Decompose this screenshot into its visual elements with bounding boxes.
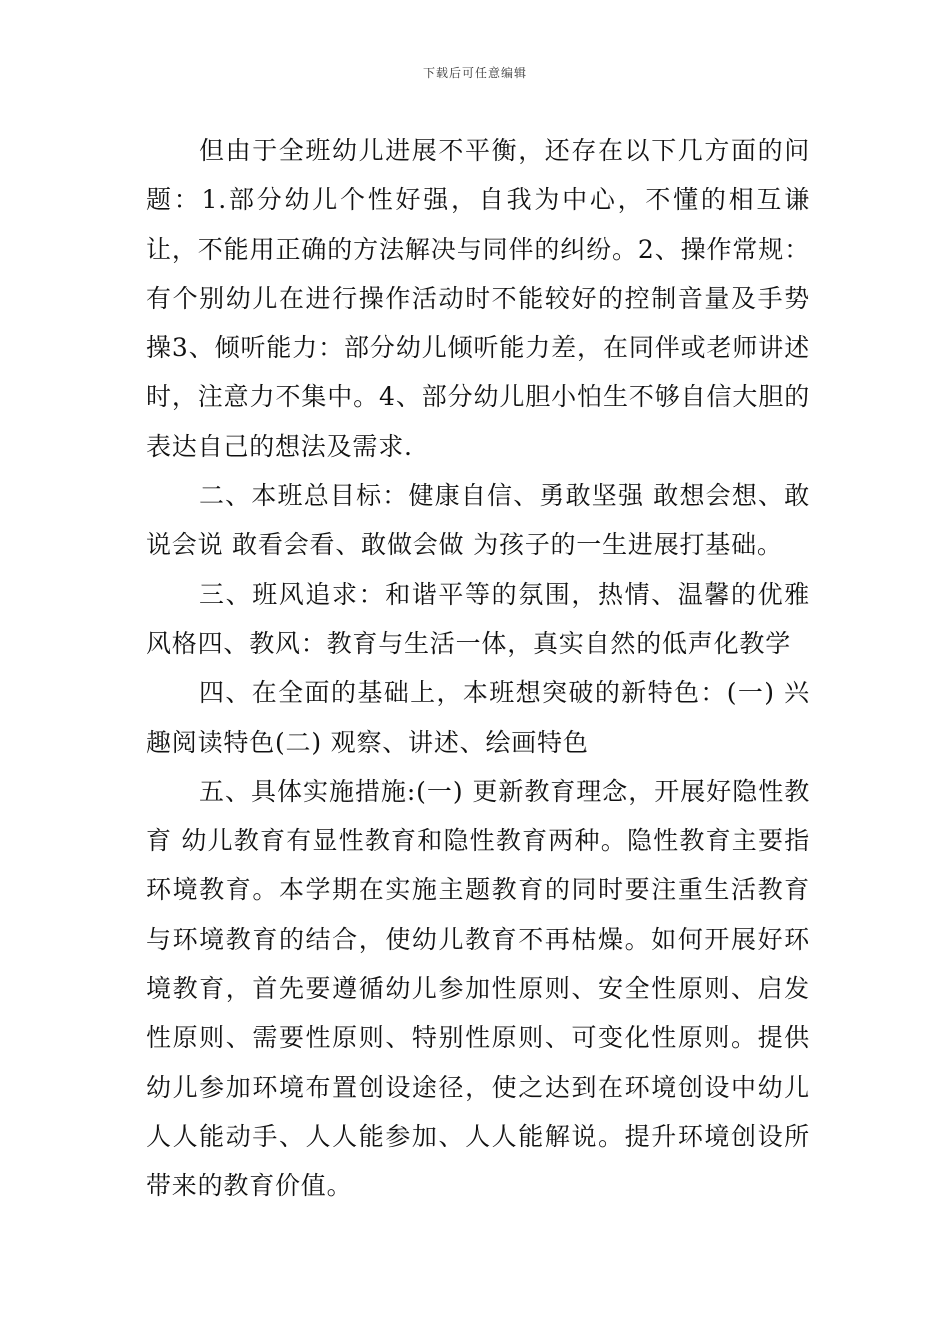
- header-note: 下载后可任意编辑: [422, 66, 527, 80]
- paragraph-new-features: 四、在全面的基础上，本班想突破的新特色：(一) 兴趣阅读特色(二) 观察、讲述、绘画特色: [146, 678, 810, 757]
- paragraph-class-goal: 二、本班总目标：健康自信、勇敢坚强 敢想会想、敢说会说 敢看会看、敢做会做 为孩子的一生进展打基础。: [146, 481, 810, 560]
- paragraph-class-style: 三、班风追求：和谐平等的氛围，热情、温馨的优雅风格四、教风：教育与生活一体，真实自然的低声化教学: [146, 579, 810, 658]
- document-body: [146, 126, 810, 1211]
- paragraph-measures: 五、具体实施措施:(一) 更新教育理念，开展好隐性教育 幼儿教育有显性教育和隐性教育两种。隐性教育主要指环境教育。本学期在实施主题教育的同时要注重生活教育与环境教育的结合，使幼儿教育不再枯燥。如何开展好环境教育，首先要遵循幼儿参加性原则、安全性原则、启发性原则、需要性原则、特别性原则、可变化性原则。提供幼儿参加环境布置创设途径，使之达到在环境创设中幼儿人人能动手、人人能参加、人人能解说。提升环境创设所带来的教育价值。: [146, 776, 810, 1201]
- paragraph-problems: 但由于全班幼儿进展不平衡，还存在以下几方面的问题：1.部分幼儿个性好强，自我为中心，不懂的相互谦让，不能用正确的方法解决与同伴的纠纷。2、操作常规：有个别幼儿在进行操作活动时不能较好的控制音量及手势操3、倾听能力：部分幼儿倾听能力差，在同伴或老师讲述时，注意力不集中。4、部分幼儿胆小怕生不够自信大胆的表达自己的想法及需求.: [146, 136, 810, 461]
